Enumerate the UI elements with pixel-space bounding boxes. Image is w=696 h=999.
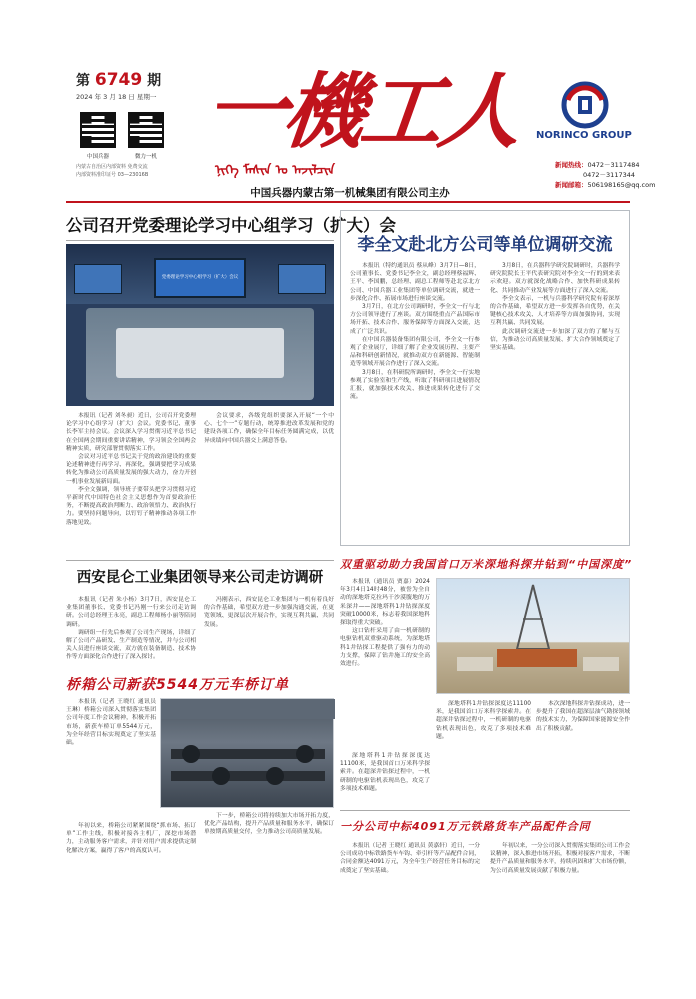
article3-body-col2: 深地塔科1井钻探深度达11100米，是我国首口万米科学探索井。在超深井钻探过程中，一机研制的电驱钻机表现出色，攻克了多项技术难题。 — [436, 701, 531, 740]
article5-body-col3: 下一步，桥箱公司将持续加大市场开拓力度，优化产品结构，提升产品质量和服务水平，确保订单按期高质量交付，全力推动公司高质量发展。 — [204, 813, 334, 836]
article2-body-col1: 本报讯（特约通讯员 蔡从峰）3月7日—8日，公司董事长、党委书记李全文，副总经理蔡福辉、王平、李国鹏，总经理、副总工程师等赴北京北方公司、中国兵器工业集团等单位调研交流，就进一步深化合作、拓展市场进行座谈交流。 3月7日，在北方公司调研时，李全文一行与北方公司领导进行了座谈。双方围绕重点产品国际市场开拓、技术合作、服务保障等方面深入交流，达成了广泛共识。 在中国兵器装备集团有限公司，李全文一行参观了企业展厅，详细了解了企业发展历程、主要产品和科研创新情况，就推动双方在新能源、智能制造等领域开展合作进行了深入交流。 3月8日，在科研院所调研时，李全文一行实地参观了实验室和生产线，听取了科研项目进展情况汇报，就加强技术攻关、推进成果转化进行了交流。 — [350, 263, 480, 401]
divider — [66, 560, 334, 561]
mongolian-title: ᠨᠢᠭᠡ ᠮᠠᠰᠢᠨ ᠤ ᠠᠵᠢᠯᠴᠢᠨ — [215, 163, 335, 178]
article1-body-col1: 本报讯（记者 刘冬昶）近日，公司召开党委理论学习中心组学习（扩大）会议。党委书记、董事长李军主持会议。会议深入学习贯彻习近平总书记在全国两会期间重要讲话精神，学习领会全国两会精神实质，研究部署贯彻落实工作。 会议对习近平总书记关于党的政治建设的重要论述精神进行再学习、再深化，强调要把学习成果转化为推动公司高质量发展的强大动力，奋力开创一机事业发展新局面。 李全文强调，领导班子要带头把学习贯彻习近平新时代中国特色社会主义思想作为首要政治任务，不断提高政治判断力、政治领悟力、政治执行力。要坚持问题导向，以钉钉子精神推动各项工作落地见效。 — [66, 413, 196, 526]
newspaper-title-logo: 一機工人 — [199, 64, 523, 160]
drilling-rig-photo — [436, 578, 630, 694]
qr1-label: 中国兵器 — [86, 154, 109, 160]
article6-body-col2: 年初以来，一分公司深入贯彻落实集团公司工作会议精神，深入推进市场开拓，积极对接客户需求，不断提升产品质量和服务水平，持续巩固和扩大市场份额，为公司高质量发展贡献了积极力量。 — [490, 843, 630, 874]
divider — [340, 810, 630, 811]
permit-number: 内部资料准印证号 03—23016B — [76, 172, 149, 178]
qr2-label: 微力一机 — [134, 154, 157, 160]
qr-code-norinco[interactable] — [80, 112, 116, 148]
masthead-divider — [66, 201, 630, 203]
article2-body-col2: 3月8日，在兵器科学研究院调研时，兵器科学研究院院长王平代表研究院对李全文一行的到来表示欢迎。双方就深化战略合作、加快科研成果转化、共同推动产业发展等方面进行了深入交流。 李全文表示，一机与兵器科学研究院有着深厚的合作基础，希望双方进一步发挥各自优势，在关键核心技术攻关、人才培养等方面加强协同，实现互利共赢、共同发展。 此次调研交流进一步加深了双方的了解与互信，为推动公司高质量发展、扩大合作领域奠定了坚实基础。 — [490, 263, 620, 352]
article4-body-col1: 本报讯（记者 朱小杨）3月7日，西安昆仑工业集团董事长、党委书记冯刚一行来公司走访调研。公司总经理王永亮，副总工程师杨小丽等陪同调研。 调研组一行先后参观了公司生产现场，详细了解了公司产品研发、生产制造等情况，并与公司相关人员进行座谈交流，双方就在装备制造、技术协作等方面深化合作进行了深入探讨。 — [66, 597, 196, 661]
presentation-screen: 党委理论学习中心组学习（扩大）会议 — [154, 258, 246, 298]
internal-notice: 内蒙古自治区内部资料 免费交流 — [76, 164, 148, 170]
issue-number: 第 6749 期 — [76, 70, 162, 90]
article4-headline[interactable]: 西安昆仑工业集团领导来公司走访调研 — [76, 570, 324, 586]
hotline: 新闻热线：0472－3117484 — [555, 161, 640, 169]
email: 新闻邮箱：506198165@qq.com — [555, 181, 656, 189]
divider — [66, 240, 334, 241]
issue-date: 2024 年 3 月 18 日 星期一 — [76, 93, 157, 101]
article2-headline[interactable]: 李全文赴北方公司等单位调研交流 — [357, 235, 613, 255]
article3-headline[interactable]: 双重驱动助力我国首口万米深地科探井钻到“中国深度” — [340, 558, 633, 571]
article3-body-col1: 本报讯（通讯员 贾嘉）2024年3月4日14时48分，被誉为全自动的深地塔克拉玛干沙漠腹地的万米深井——深地塔科1井钻探深度突破10000米，标志着我国深地科探取得重大突破。 这口钻杆采用了由一机研制的电驱钻机双重驱动系统，为深地塔科1井钻探工程提供了强有力的动力支撑，保障了钻井施工的安全高效进行。 — [340, 579, 430, 668]
sponsor-line: 中国兵器内蒙古第一机械集团有限公司主办 — [250, 187, 450, 199]
qr-code-wechat[interactable] — [128, 112, 164, 148]
article5-body-col2: 年初以来，桥箱公司紧紧围绕“抓市场、拓订单”工作主线，积极对接各主机厂，深挖市场潜力，主动服务客户需求，并针对用户需求提供定制化解决方案，赢得了客户的高度认可。 — [66, 823, 196, 854]
article3-body-col3: 本次深地科探井钻探成功，进一步提升了我国在超深层油气勘探领域的技术实力，为保障国家能源安全作出了积极贡献。 — [536, 701, 630, 732]
article4-body-col2: 冯刚表示，西安昆仑工业集团与一机有着良好的合作基础，希望双方进一步加强沟通交流，在更宽领域、更深层次开展合作，实现互利共赢、共同发展。 — [204, 597, 334, 628]
article6-headline[interactable]: 一分公司中标4091万元铁路货车产品配件合同 — [340, 820, 591, 833]
article3-body-col1b: 深地塔科1井钻探深度达11100米，是我国首口万米科学探索井。在超深井钻探过程中，一机研制的电驱钻机表现出色，攻克了多项技术难题。 — [340, 753, 430, 792]
hotline-2: 0472－3117344 — [583, 171, 635, 179]
article1-headline[interactable]: 公司召开党委理论学习中心组学习（扩大）会 — [66, 216, 396, 235]
article6-body-col1: 本报讯（记者 王晓红 通讯员 黄嘉轩）近日，一分公司成功中标铁路货车车钩、牵引杆等产品配件合同，合同金额达4091万元，为全年生产经营任务目标的完成奠定了坚实基础。 — [340, 843, 480, 874]
article5-headline[interactable]: 桥箱公司新获5544万元车桥订单 — [66, 677, 289, 693]
article5-body-col1: 本报讯（记者 王晓红 通讯员 王琳）桥箱公司深入贯彻落实集团公司年度工作会议精神，积极开拓市场，新获车桥订单5544万元，为全年经营目标实现奠定了坚实基础。 — [66, 699, 156, 747]
article1-body-col2: 会议要求，各级党组织要深入开展“一个中心、七个一”专题行动，统筹推进改革发展和党的建设各项工作，确保全年目标任务圆满完成，以优异成绩向中国兵器交上满意答卷。 — [204, 413, 334, 444]
brand-name: NORINCO GROUP — [536, 130, 632, 141]
norinco-logo-icon — [562, 82, 608, 128]
axle-workshop-photo — [160, 698, 334, 808]
meeting-photo — [66, 244, 334, 406]
